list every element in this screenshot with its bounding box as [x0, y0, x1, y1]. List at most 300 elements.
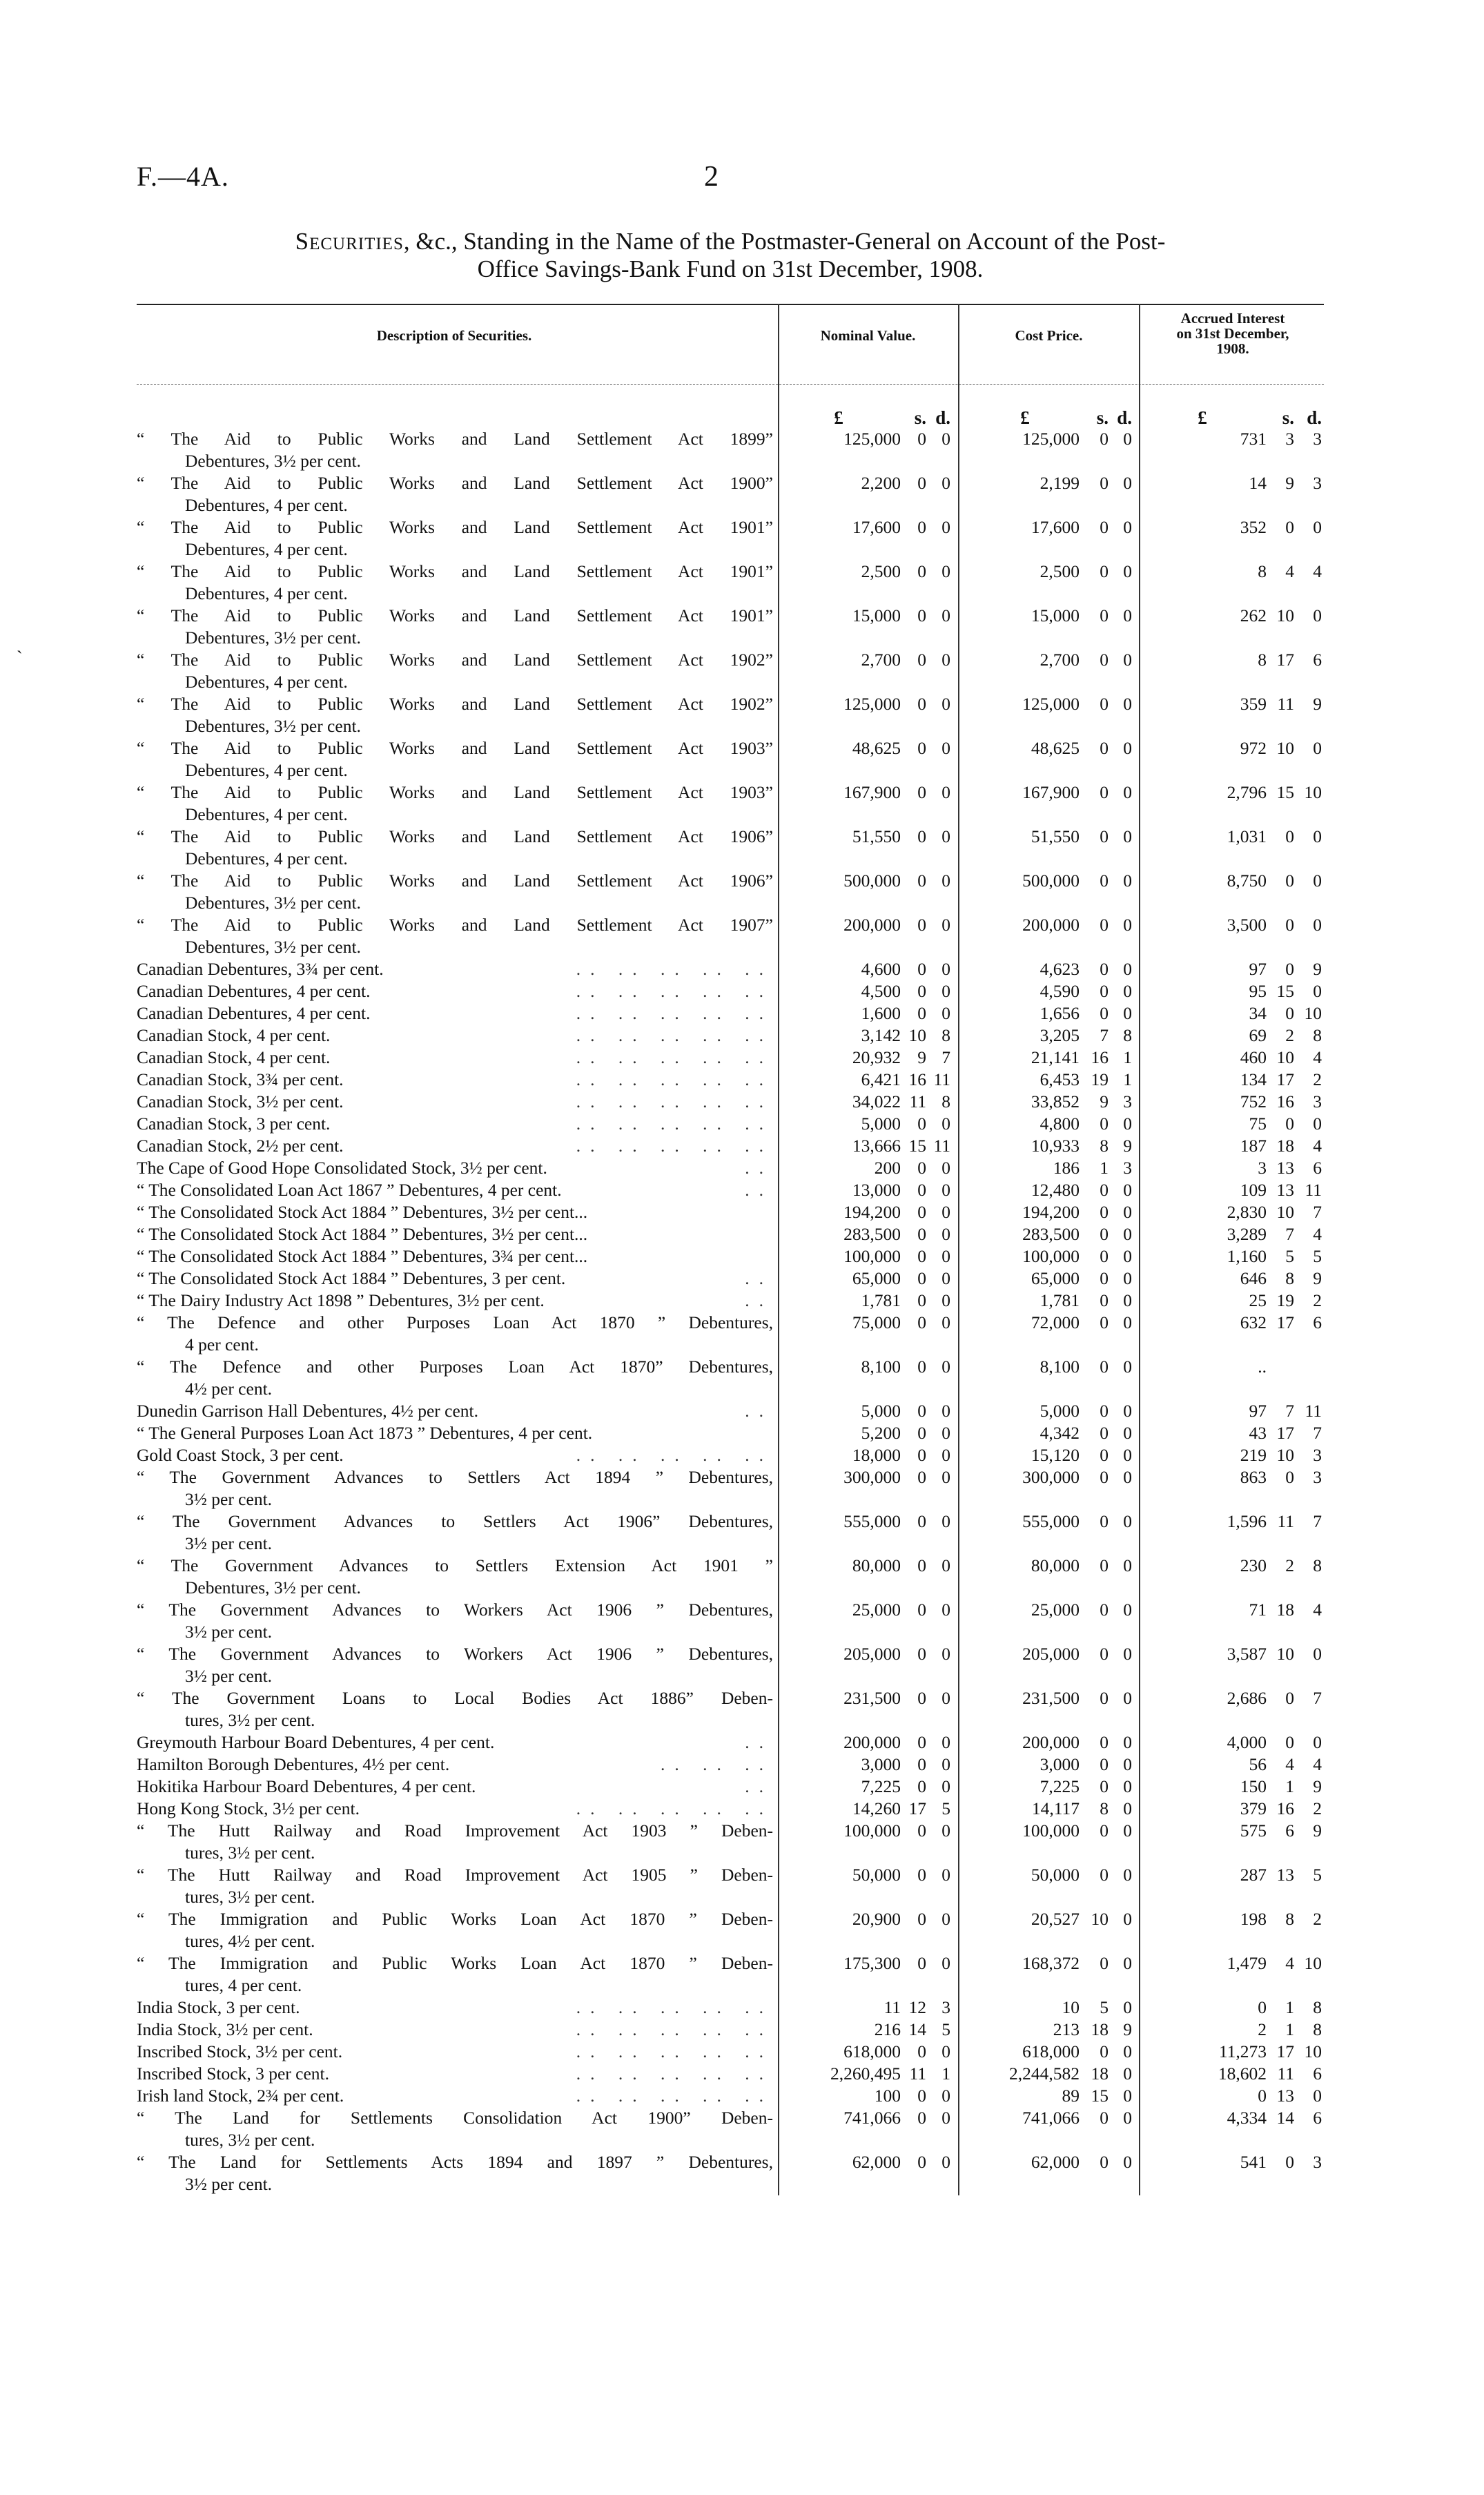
- interest-pence: 0: [1313, 1732, 1322, 1752]
- security-description-line: “ The Immigration and Public Works Loan Act 1870 ” Deben-: [137, 1909, 773, 1929]
- interest-shillings: 3: [1285, 429, 1294, 449]
- interest-shillings: 0: [1285, 959, 1294, 979]
- security-description: [137, 428, 773, 472]
- cost-shillings: 0: [1100, 517, 1109, 537]
- nominal-pence: 0: [941, 1180, 950, 1200]
- interest-pounds: 1,596: [1227, 1511, 1267, 1531]
- cost-pounds: 7,225: [1039, 1776, 1080, 1796]
- interest-pence: 7: [1313, 1423, 1322, 1443]
- security-description: [137, 1135, 773, 1157]
- nominal-shillings: 17: [908, 1798, 926, 1818]
- interest-pounds: 8: [1258, 650, 1267, 670]
- cost-shillings: 0: [1100, 1754, 1109, 1774]
- nominal-pence: 0: [941, 1290, 950, 1310]
- cost-pence: 0: [1123, 1909, 1132, 1929]
- nominal-shillings: 16: [908, 1069, 926, 1089]
- nominal-shillings: 0: [917, 1644, 926, 1664]
- margin-mark: `: [17, 648, 23, 668]
- interest-shillings: 13: [1276, 1180, 1294, 1200]
- cost-shillings: 1: [1100, 1158, 1109, 1178]
- security-description: [137, 737, 773, 781]
- leader-dots: ..: [739, 1268, 773, 1290]
- unit-shillings: s.: [1096, 407, 1109, 428]
- security-description-line: “ The Government Advances to Settlers Act 1894 ” Debentures,: [137, 1467, 773, 1487]
- cost-pence: 0: [1123, 1953, 1132, 1973]
- nominal-pounds: 8,100: [861, 1357, 901, 1377]
- security-description-line: “ The Government Loans to Local Bodies Act 1886” Deben-: [137, 1688, 773, 1708]
- cost-pence: 0: [1123, 871, 1132, 891]
- interest-pounds: ..: [1258, 1357, 1267, 1377]
- cost-shillings: 9: [1100, 1091, 1109, 1111]
- interest-shillings: 17: [1276, 1423, 1294, 1443]
- interest-pounds: 379: [1240, 1798, 1267, 1818]
- nominal-pounds: 231,500: [843, 1688, 901, 1708]
- security-description: [137, 1422, 773, 1444]
- cost-pence: 0: [1123, 1290, 1132, 1310]
- cost-pence: 0: [1123, 1114, 1132, 1134]
- nominal-pence: 11: [933, 1069, 950, 1089]
- cost-shillings: 0: [1100, 1865, 1109, 1885]
- nominal-shillings: 0: [917, 915, 926, 935]
- security-description: [137, 1002, 773, 1025]
- leader-dots: ..: [739, 1400, 773, 1422]
- leader-dots: .. .. .. .. ..: [571, 2063, 773, 2085]
- interest-pence: 10: [1304, 2041, 1322, 2061]
- column-divider: [958, 304, 959, 2195]
- security-description-line: “ The General Purposes Loan Act 1873 ” Debentures, 4 per cent.: [137, 1423, 593, 1443]
- title-line-2: Office Savings-Bank Fund on 31st December, 1908.: [477, 255, 984, 282]
- nominal-pence: 0: [941, 1865, 950, 1885]
- nominal-pence: 0: [941, 429, 950, 449]
- interest-shillings: 4: [1285, 1754, 1294, 1774]
- cost-pounds: 2,244,582: [1009, 2064, 1080, 2084]
- nominal-pence: 0: [941, 1357, 950, 1377]
- security-description: [137, 2151, 773, 2195]
- security-description-line: “ The Aid to Public Works and Land Settlement Act 1906”: [137, 871, 773, 891]
- nominal-pence: 0: [941, 2041, 950, 2061]
- leader-dots: .. .. .. .. ..: [571, 1091, 773, 1113]
- interest-pounds: 198: [1240, 1909, 1267, 1929]
- cost-shillings: 0: [1100, 1467, 1109, 1487]
- cost-shillings: 8: [1100, 1136, 1109, 1156]
- nominal-pounds: 2,260,495: [830, 2064, 901, 2084]
- nominal-pence: 0: [941, 650, 950, 670]
- security-description-line: Canadian Stock, 3½ per cent. .. .. .. .. ..: [137, 1091, 773, 1111]
- security-description-line: “ The Aid to Public Works and Land Settlement Act 1901”: [137, 561, 773, 581]
- nominal-shillings: 0: [917, 1202, 926, 1222]
- interest-shillings: 0: [1285, 826, 1294, 846]
- cost-pounds: 205,000: [1022, 1644, 1080, 1664]
- security-description-line: “ The Aid to Public Works and Land Settlement Act 1900”: [137, 473, 773, 493]
- cost-shillings: 0: [1100, 1401, 1109, 1421]
- leader-dots: .. .. .. .. ..: [571, 1025, 773, 1047]
- leader-dots: ..: [739, 1157, 773, 1179]
- nominal-pounds: 2,700: [861, 650, 901, 670]
- cost-pence: 0: [1123, 1246, 1132, 1266]
- table-top-rule: [137, 304, 1324, 305]
- security-description: [137, 1444, 773, 1466]
- nominal-shillings: 12: [908, 1997, 926, 2017]
- cost-pounds: 231,500: [1022, 1688, 1080, 1708]
- interest-shillings: 15: [1276, 981, 1294, 1001]
- interest-shillings: 8: [1285, 1268, 1294, 1288]
- security-description-line: “ The Consolidated Stock Act 1884 ” Debentures, 3 per cent. ..: [137, 1268, 773, 1288]
- cost-pounds: 4,590: [1039, 981, 1080, 1001]
- nominal-pence: 3: [941, 1997, 950, 2017]
- interest-pence: 0: [1313, 738, 1322, 758]
- nominal-pounds: 2,200: [861, 473, 901, 493]
- interest-shillings: 17: [1276, 1069, 1294, 1089]
- leader-dots: .. .. .. .. ..: [571, 2019, 773, 2041]
- security-description-line: Canadian Debentures, 4 per cent. .. .. .. .. ..: [137, 1003, 773, 1023]
- cost-pence: 0: [1123, 1555, 1132, 1575]
- cost-pounds: 10: [1062, 1997, 1080, 2017]
- cost-pence: 0: [1123, 1357, 1132, 1377]
- nominal-pence: 0: [941, 1821, 950, 1841]
- cost-shillings: 0: [1100, 1312, 1109, 1332]
- security-description: [137, 516, 773, 561]
- unit-pence: d.: [935, 407, 950, 428]
- security-description-line: “ The Aid to Public Works and Land Settlement Act 1901”: [137, 605, 773, 625]
- interest-pence: 4: [1313, 1754, 1322, 1774]
- nominal-pence: 0: [941, 1202, 950, 1222]
- nominal-pence: 0: [941, 1555, 950, 1575]
- interest-shillings: 15: [1276, 782, 1294, 802]
- security-description-continuation: tures, 4 per cent.: [185, 1975, 302, 1995]
- security-description-continuation: 3½ per cent.: [185, 2174, 273, 2194]
- nominal-pounds: 125,000: [843, 429, 901, 449]
- nominal-shillings: 0: [917, 782, 926, 802]
- interest-pence: 0: [1313, 1114, 1322, 1134]
- nominal-pounds: 5,000: [861, 1114, 901, 1134]
- interest-pounds: 731: [1240, 429, 1267, 449]
- cost-shillings: 0: [1100, 1180, 1109, 1200]
- interest-shillings: 17: [1276, 1312, 1294, 1332]
- nominal-pounds: 216: [874, 2019, 901, 2039]
- cost-pence: 9: [1123, 1136, 1132, 1156]
- cost-shillings: 0: [1100, 2152, 1109, 2172]
- security-description: [137, 561, 773, 605]
- security-description: [137, 1820, 773, 1864]
- security-description-continuation: 3½ per cent.: [185, 1489, 273, 1509]
- cost-shillings: 0: [1100, 1246, 1109, 1266]
- interest-pence: 6: [1313, 1312, 1322, 1332]
- cost-pence: 0: [1123, 1224, 1132, 1244]
- interest-pence: 3: [1313, 1091, 1322, 1111]
- interest-pounds: 230: [1240, 1555, 1267, 1575]
- security-description-continuation: Debentures, 3½ per cent.: [185, 1577, 361, 1598]
- interest-shillings: 4: [1285, 561, 1294, 581]
- cost-pence: 0: [1123, 1821, 1132, 1841]
- nominal-pounds: 50,000: [852, 1865, 901, 1885]
- nominal-shillings: 0: [917, 1555, 926, 1575]
- nominal-shillings: 0: [917, 2152, 926, 2172]
- cost-pounds: 3,000: [1039, 1754, 1080, 1774]
- interest-pence: 0: [1313, 826, 1322, 846]
- security-description-continuation: Debentures, 3½ per cent.: [185, 451, 361, 471]
- interest-pence: 3: [1313, 1445, 1322, 1465]
- unit-shillings: s.: [1282, 407, 1294, 428]
- security-description-line: “ The Aid to Public Works and Land Settlement Act 1906”: [137, 826, 773, 846]
- cost-shillings: 0: [1100, 1003, 1109, 1023]
- cost-pence: 1: [1123, 1069, 1132, 1089]
- security-description-continuation: 4 per cent.: [185, 1334, 259, 1355]
- cost-pence: 0: [1123, 1997, 1132, 2017]
- interest-shillings: 0: [1285, 1003, 1294, 1023]
- nominal-pounds: 75,000: [852, 1312, 901, 1332]
- interest-pence: 8: [1313, 1997, 1322, 2017]
- interest-pence: 6: [1313, 2064, 1322, 2084]
- security-description-line: “ The Aid to Public Works and Land Settlement Act 1899”: [137, 429, 773, 449]
- nominal-pounds: 65,000: [852, 1268, 901, 1288]
- cost-shillings: 0: [1100, 650, 1109, 670]
- cost-pence: 0: [1123, 1467, 1132, 1487]
- nominal-pence: 0: [941, 1953, 950, 1973]
- nominal-shillings: 0: [917, 1821, 926, 1841]
- cost-pence: 0: [1123, 517, 1132, 537]
- cost-pence: 0: [1123, 981, 1132, 1001]
- security-description: [137, 1599, 773, 1643]
- title-line-1-rest: , &c., Standing in the Name of the Postmaster-General on Account of the Post-: [403, 228, 1166, 255]
- leader-dots: ..: [739, 1290, 773, 1312]
- cost-shillings: 5: [1100, 1997, 1109, 2017]
- cost-pence: 0: [1123, 1312, 1132, 1332]
- nominal-pounds: 18,000: [852, 1445, 901, 1465]
- interest-pence: 3: [1313, 429, 1322, 449]
- interest-pence: 6: [1313, 1158, 1322, 1178]
- cost-pounds: 8,100: [1039, 1357, 1080, 1377]
- cost-pence: 0: [1123, 1732, 1132, 1752]
- cost-pence: 0: [1123, 2152, 1132, 2172]
- column-header-interest-line: 1908.: [1216, 340, 1249, 357]
- interest-shillings: 10: [1276, 1445, 1294, 1465]
- cost-pounds: 100,000: [1022, 1246, 1080, 1266]
- cost-shillings: 0: [1100, 981, 1109, 1001]
- nominal-pounds: 167,900: [843, 782, 901, 802]
- interest-pounds: 4,000: [1227, 1732, 1267, 1752]
- security-description-line: “ The Aid to Public Works and Land Settlement Act 1902”: [137, 650, 773, 670]
- interest-shillings: 0: [1285, 1732, 1294, 1752]
- nominal-pence: 0: [941, 1776, 950, 1796]
- nominal-shillings: 0: [917, 1003, 926, 1023]
- security-description: [137, 1245, 773, 1268]
- nominal-shillings: 0: [917, 1357, 926, 1377]
- cost-pence: 0: [1123, 782, 1132, 802]
- leader-dots: .. .. .. .. ..: [571, 2085, 773, 2107]
- interest-shillings: 13: [1276, 1865, 1294, 1885]
- interest-pence: 2: [1313, 1798, 1322, 1818]
- cost-shillings: 19: [1091, 1069, 1109, 1089]
- cost-pounds: 15,120: [1031, 1445, 1080, 1465]
- interest-pounds: 187: [1240, 1136, 1267, 1156]
- cost-pence: 1: [1123, 1047, 1132, 1067]
- cost-pounds: 741,066: [1022, 2108, 1080, 2128]
- nominal-shillings: 0: [917, 959, 926, 979]
- cost-shillings: 7: [1100, 1025, 1109, 1045]
- interest-pounds: 2,686: [1227, 1688, 1267, 1708]
- nominal-pounds: 34,022: [852, 1091, 901, 1111]
- nominal-shillings: 0: [917, 517, 926, 537]
- cost-shillings: 0: [1100, 1688, 1109, 1708]
- interest-shillings: 0: [1285, 517, 1294, 537]
- cost-pounds: 21,141: [1031, 1047, 1080, 1067]
- cost-shillings: 0: [1100, 1114, 1109, 1134]
- security-description: [137, 1091, 773, 1113]
- nominal-pence: 0: [941, 1644, 950, 1664]
- security-description: [137, 980, 773, 1002]
- nominal-pounds: 100: [874, 2086, 901, 2106]
- security-description-line: “ The Consolidated Stock Act 1884 ” Debentures, 3¾ per cent...: [137, 1246, 588, 1266]
- column-header-interest-line: Accrued Interest: [1180, 310, 1285, 327]
- cost-pounds: 15,000: [1031, 605, 1080, 625]
- cost-shillings: 0: [1100, 2108, 1109, 2128]
- cost-pounds: 48,625: [1031, 738, 1080, 758]
- interest-pounds: 34: [1249, 1003, 1267, 1023]
- cost-pence: 9: [1123, 2019, 1132, 2039]
- security-description: [137, 1466, 773, 1511]
- cost-shillings: 0: [1100, 1821, 1109, 1841]
- cost-pounds: 10,933: [1031, 1136, 1080, 1156]
- nominal-pounds: 2,500: [861, 561, 901, 581]
- interest-shillings: 1: [1285, 1776, 1294, 1796]
- interest-pounds: 56: [1249, 1754, 1267, 1774]
- nominal-pounds: 205,000: [843, 1644, 901, 1664]
- table-title: [137, 228, 1324, 283]
- nominal-pence: 0: [941, 1600, 950, 1620]
- interest-pence: 2: [1313, 1069, 1322, 1089]
- cost-shillings: 0: [1100, 2041, 1109, 2061]
- interest-pence: 10: [1304, 1953, 1322, 1973]
- cost-pounds: 2,199: [1039, 473, 1080, 493]
- nominal-pence: 0: [941, 2086, 950, 2106]
- interest-pence: 4: [1313, 1600, 1322, 1620]
- nominal-shillings: 0: [917, 981, 926, 1001]
- page-number: 2: [704, 161, 719, 193]
- nominal-pounds: 200,000: [843, 915, 901, 935]
- interest-shillings: 4: [1285, 1953, 1294, 1973]
- security-description-line: Canadian Stock, 4 per cent. .. .. .. .. ..: [137, 1047, 773, 1067]
- security-description: [137, 1798, 773, 1820]
- cost-shillings: 0: [1100, 1224, 1109, 1244]
- interest-shillings: 0: [1285, 915, 1294, 935]
- interest-shillings: 1: [1285, 1997, 1294, 2017]
- nominal-pounds: 13,000: [852, 1180, 901, 1200]
- security-description-line: “ The Immigration and Public Works Loan Act 1870 ” Deben-: [137, 1953, 773, 1973]
- cost-pounds: 20,527: [1031, 1909, 1080, 1929]
- interest-shillings: 0: [1285, 1114, 1294, 1134]
- nominal-shillings: 0: [917, 1445, 926, 1465]
- security-description: [137, 605, 773, 649]
- cost-pounds: 62,000: [1031, 2152, 1080, 2172]
- security-description-continuation: tures, 3½ per cent.: [185, 1710, 315, 1730]
- interest-pence: 4: [1313, 1047, 1322, 1067]
- security-description: [137, 1776, 773, 1798]
- cost-pounds: 4,800: [1039, 1114, 1080, 1134]
- nominal-shillings: 0: [917, 1754, 926, 1774]
- cost-pounds: 25,000: [1031, 1600, 1080, 1620]
- cost-pence: 0: [1123, 1180, 1132, 1200]
- nominal-pence: 7: [941, 1047, 950, 1067]
- cost-pence: 0: [1123, 473, 1132, 493]
- nominal-shillings: 0: [917, 1953, 926, 1973]
- interest-pounds: 97: [1249, 1401, 1267, 1421]
- cost-pence: 3: [1123, 1091, 1132, 1111]
- nominal-pounds: 200: [874, 1158, 901, 1178]
- unit-pound: £: [1198, 407, 1207, 428]
- security-description-continuation: 3½ per cent.: [185, 1666, 273, 1686]
- interest-shillings: 0: [1285, 871, 1294, 891]
- nominal-shillings: 0: [917, 1467, 926, 1487]
- cost-pence: 0: [1123, 1688, 1132, 1708]
- nominal-shillings: 0: [917, 826, 926, 846]
- unit-pound: £: [834, 407, 843, 428]
- interest-pounds: 69: [1249, 1025, 1267, 1045]
- interest-shillings: 10: [1276, 738, 1294, 758]
- cost-pence: 0: [1123, 1202, 1132, 1222]
- nominal-pence: 8: [941, 1025, 950, 1045]
- interest-pounds: 541: [1240, 2152, 1267, 2172]
- interest-pence: 9: [1313, 1821, 1322, 1841]
- security-description-line: “ The Hutt Railway and Road Improvement Act 1905 ” Deben-: [137, 1865, 773, 1885]
- interest-pence: 2: [1313, 1909, 1322, 1929]
- nominal-shillings: 0: [917, 650, 926, 670]
- security-description: [137, 914, 773, 958]
- cost-shillings: 0: [1100, 1511, 1109, 1531]
- cost-pounds: 2,700: [1039, 650, 1080, 670]
- cost-pounds: 200,000: [1022, 1732, 1080, 1752]
- cost-pence: 0: [1123, 1798, 1132, 1818]
- security-description-continuation: Debentures, 4 per cent.: [185, 804, 348, 824]
- cost-shillings: 0: [1100, 605, 1109, 625]
- nominal-pounds: 51,550: [852, 826, 901, 846]
- interest-pounds: 646: [1240, 1268, 1267, 1288]
- security-description-line: India Stock, 3½ per cent. .. .. .. .. ..: [137, 2019, 773, 2039]
- security-description: [137, 1025, 773, 1047]
- cost-pounds: 555,000: [1022, 1511, 1080, 1531]
- nominal-shillings: 0: [917, 871, 926, 891]
- cost-pounds: 100,000: [1022, 1821, 1080, 1841]
- cost-pounds: 65,000: [1031, 1268, 1080, 1288]
- interest-shillings: 0: [1285, 1688, 1294, 1708]
- security-description-line: Canadian Stock, 3 per cent. .. .. .. .. ..: [137, 1114, 773, 1134]
- cost-pounds: 4,342: [1039, 1423, 1080, 1443]
- cost-pounds: 6,453: [1039, 1069, 1080, 1089]
- column-header-description: Description of Securities.: [376, 327, 532, 344]
- cost-pence: 0: [1123, 1600, 1132, 1620]
- security-description: [137, 826, 773, 870]
- nominal-pence: 0: [941, 1114, 950, 1134]
- nominal-pounds: 3,142: [861, 1025, 901, 1045]
- nominal-pence: 0: [941, 473, 950, 493]
- interest-shillings: 0: [1285, 1467, 1294, 1487]
- nominal-pence: 0: [941, 1003, 950, 1023]
- cost-shillings: 0: [1100, 1357, 1109, 1377]
- interest-shillings: 11: [1277, 2064, 1294, 2084]
- security-description: [137, 1069, 773, 1091]
- cost-pounds: 186: [1053, 1158, 1080, 1178]
- security-description: [137, 2085, 773, 2107]
- security-description-line: “ The Aid to Public Works and Land Settlement Act 1907”: [137, 915, 773, 935]
- nominal-pence: 0: [941, 738, 950, 758]
- nominal-shillings: 11: [909, 2064, 926, 2084]
- leader-dots: .. .. .. .. ..: [571, 1997, 773, 2019]
- nominal-shillings: 0: [917, 1732, 926, 1752]
- nominal-pounds: 15,000: [852, 605, 901, 625]
- nominal-shillings: 0: [917, 1158, 926, 1178]
- leader-dots: .. .. .. .. ..: [571, 1113, 773, 1135]
- leader-dots: .. .. .. .. ..: [571, 958, 773, 980]
- nominal-pounds: 500,000: [843, 871, 901, 891]
